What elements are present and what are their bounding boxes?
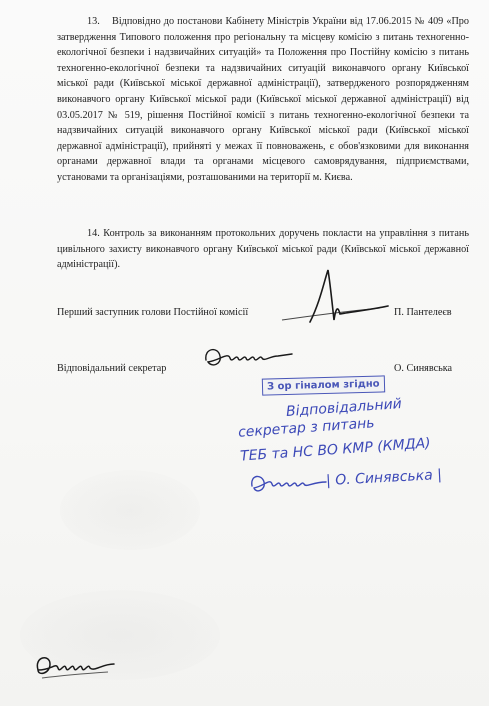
first-deputy-signature bbox=[280, 262, 390, 334]
handwriting-line-3: ТЕБ та НС ВО КМР (КМДА) bbox=[239, 435, 432, 465]
first-deputy-title: Перший заступник голови Постійної комісії bbox=[57, 307, 249, 318]
secretary-title: Відповідальний секретар bbox=[57, 363, 167, 374]
secretary-signature bbox=[200, 342, 300, 376]
handwritten-signature bbox=[246, 470, 330, 498]
secretary-name: О. Синявська bbox=[394, 363, 453, 374]
handwriting-line-4: | О. Синявська | bbox=[325, 466, 443, 490]
scan-smudge bbox=[60, 470, 200, 550]
certification-stamp: З ор гіналом згідно bbox=[262, 375, 385, 395]
bottom-signature bbox=[28, 648, 120, 688]
handwriting-line-1: Відповідальний bbox=[285, 395, 403, 421]
paragraph-13: 13. Відповідно до постанови Кабінету Міністрів України від 17.06.2015 № 409 «Про затвердження Типового положення про регіональну та місцеву комісію з питань техногенно-екологічної безпеки і надзвичайних ситуацій» та Положення про Постійну комісію з питань техногенно-екологічної безпеки та надзвичайних ситуацій виконавчого органу Київської міської ради (Київської міської державної адміністрації), затвердженого розпорядженням виконавчого органу Київської міської ради (Київської міської державної адміністрації) від 03.05.2017 № 519, рішення Постійної комісії з питань техногенно-екологічної безпеки та надзвичайних ситуацій виконавчого органу Київської міської ради (Київської міської державної адміністрації), прийняті у межах її повноважень, є обов'язковими для виконання органами державної влади та органами місцевого самоврядування, підприємствами, установами та організаціями, розташованими на території м. Києва. bbox=[57, 16, 469, 183]
paragraph-14: 14. Контроль за виконанням протокольних доручень покласти на управління з питань цивільного захисту виконавчого органу Київської міської ради (Київської міської державної адміністрації). bbox=[57, 228, 469, 271]
handwriting-line-2: секретар з питань bbox=[237, 415, 376, 441]
first-deputy-name: П. Пантелеєв bbox=[394, 307, 452, 318]
